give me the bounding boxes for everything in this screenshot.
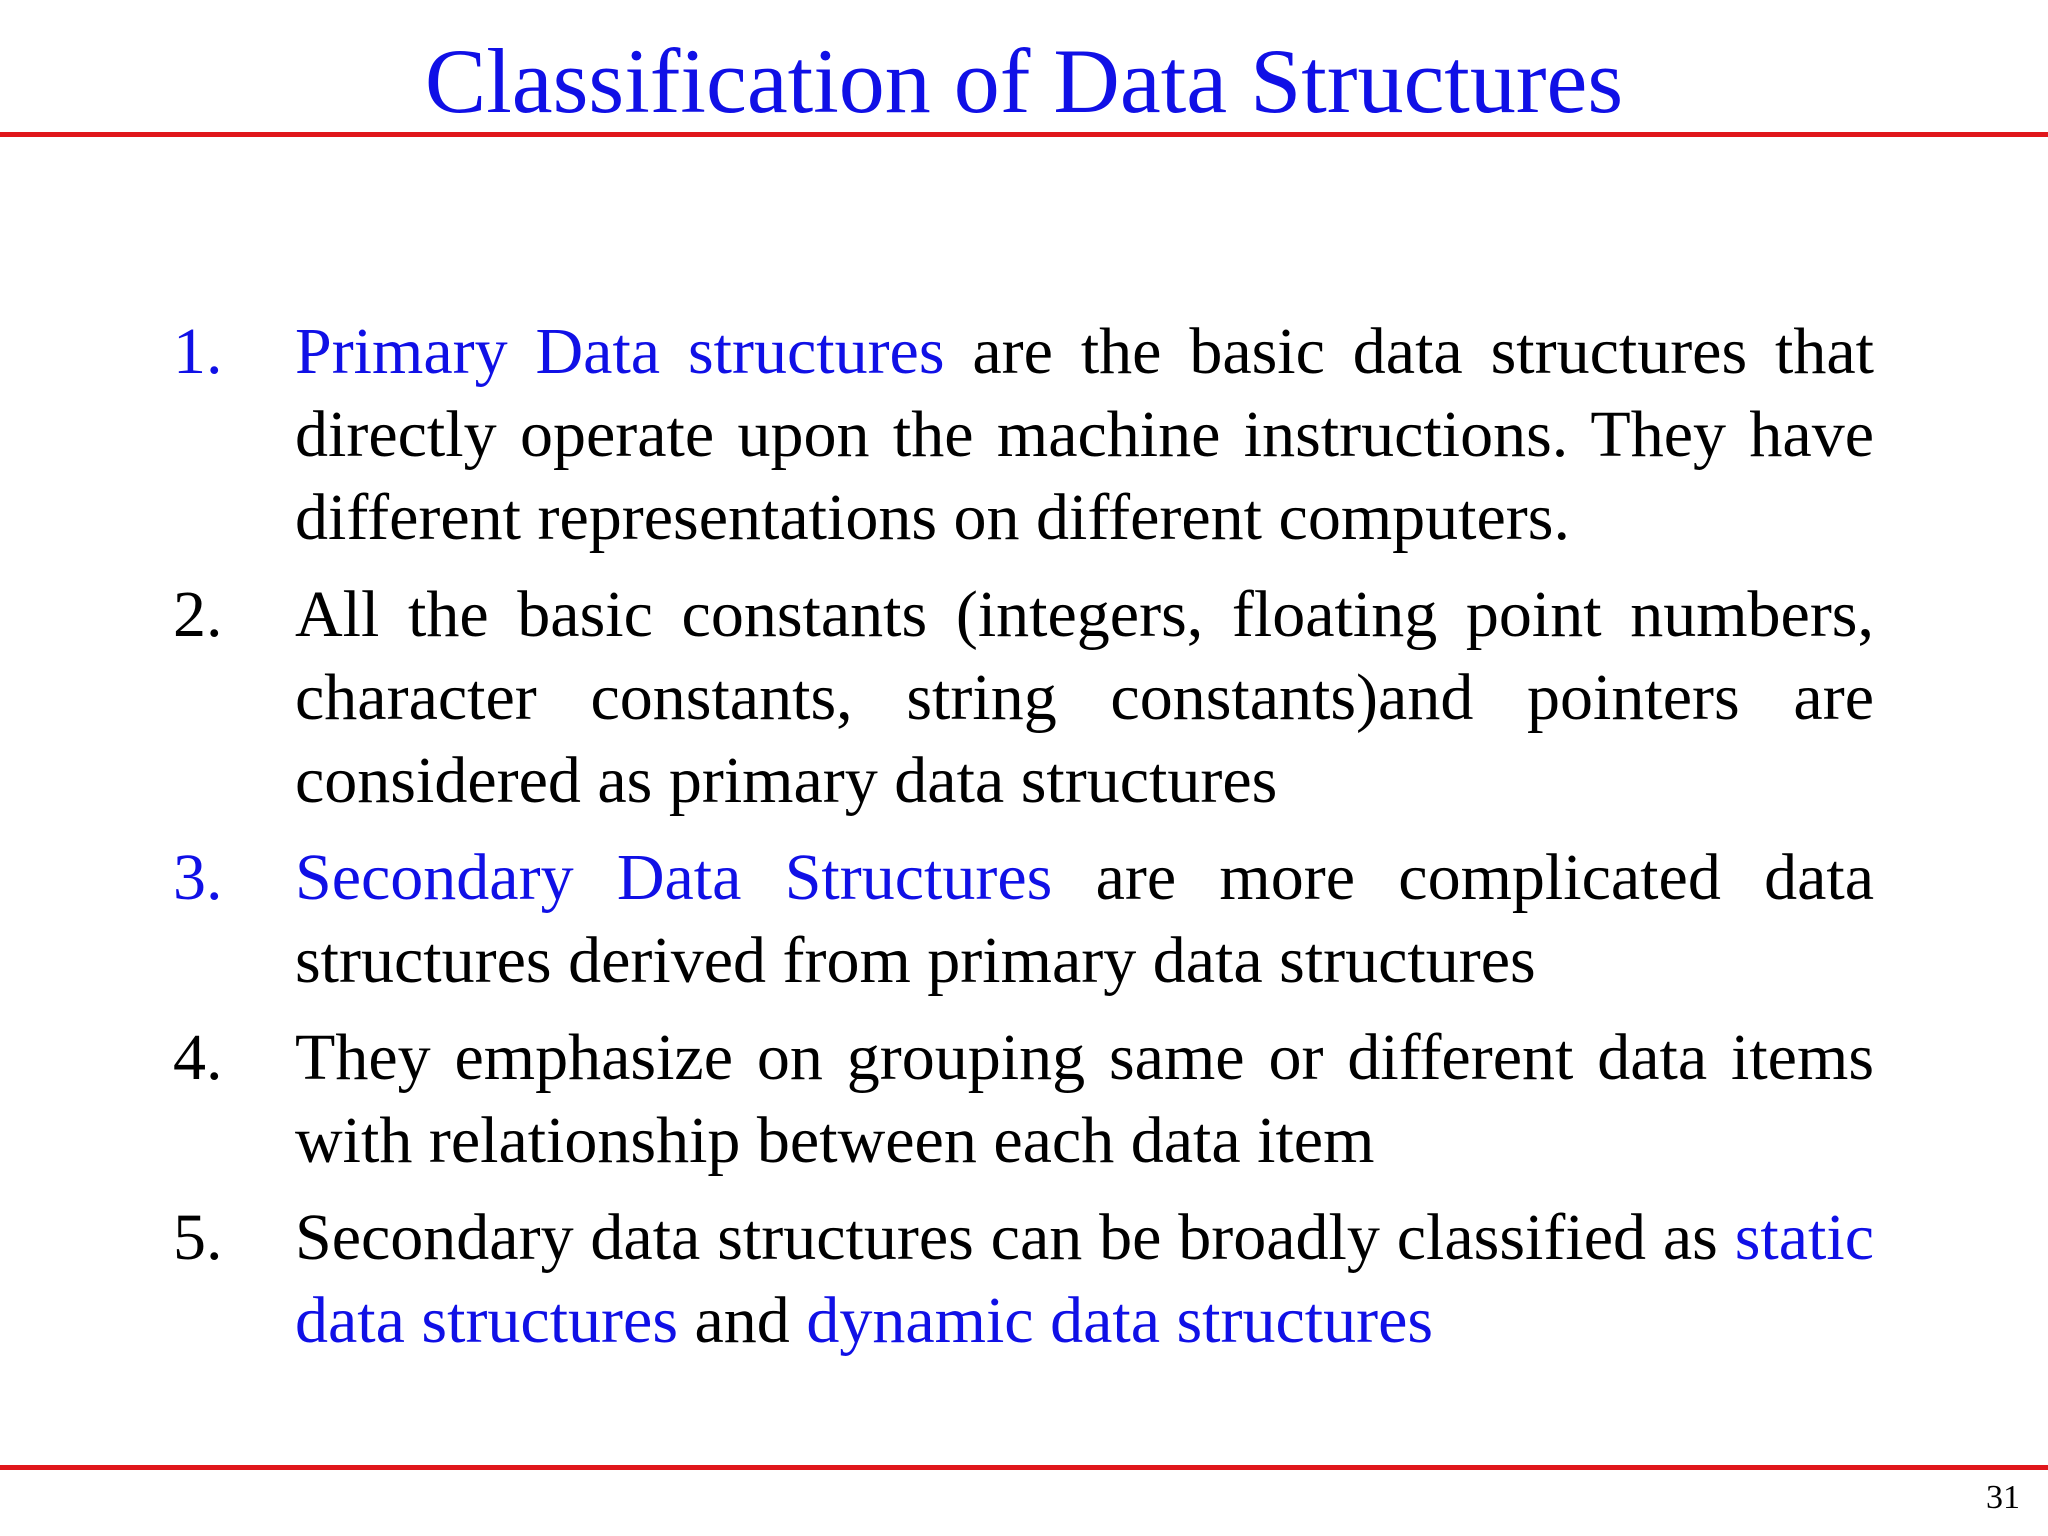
item-number: 2. [173, 578, 223, 651]
item-number: 3. [173, 841, 223, 914]
page-number: 31 [1986, 1479, 2020, 1516]
list-item-4 [170, 1016, 1874, 1182]
item-body: and [678, 1284, 807, 1357]
slide-title: Classification of Data Structures [424, 30, 1624, 132]
item-text [295, 836, 1874, 1002]
item-text: All the basic constants (integers, floating point numbers, character constants, string constants)and pointers are considered as primary data structures [295, 578, 1874, 817]
highlight-term: Secondary Data Structures [295, 841, 1053, 914]
title-divider [0, 132, 2048, 137]
item-body: are the basic data structures that directly operate upon the machine instructions. They have different representations on different computers. [295, 315, 1874, 554]
item-text [295, 1196, 1874, 1362]
item-text: They emphasize on grouping same or different data items with relationship between each data item [295, 1021, 1874, 1177]
list-item-3 [170, 836, 1874, 1002]
list-item-1 [170, 310, 1874, 559]
highlight-term: static data structures [295, 1201, 1874, 1357]
footer-divider [0, 1465, 2048, 1470]
list-item-5 [170, 1196, 1874, 1362]
highlight-term: dynamic data structures [806, 1284, 1434, 1357]
item-number: 1. [173, 315, 223, 388]
highlight-term: Primary Data structures [295, 315, 945, 388]
item-body: Secondary data structures can be broadly classified as [295, 1201, 1735, 1274]
item-number: 5. [173, 1201, 223, 1274]
item-text [295, 310, 1874, 559]
item-body: are more complicated data structures derived from primary data structures [295, 841, 1875, 997]
list-item-2 [170, 573, 1874, 822]
item-number: 4. [173, 1021, 223, 1094]
bullet-list [170, 310, 1874, 1376]
